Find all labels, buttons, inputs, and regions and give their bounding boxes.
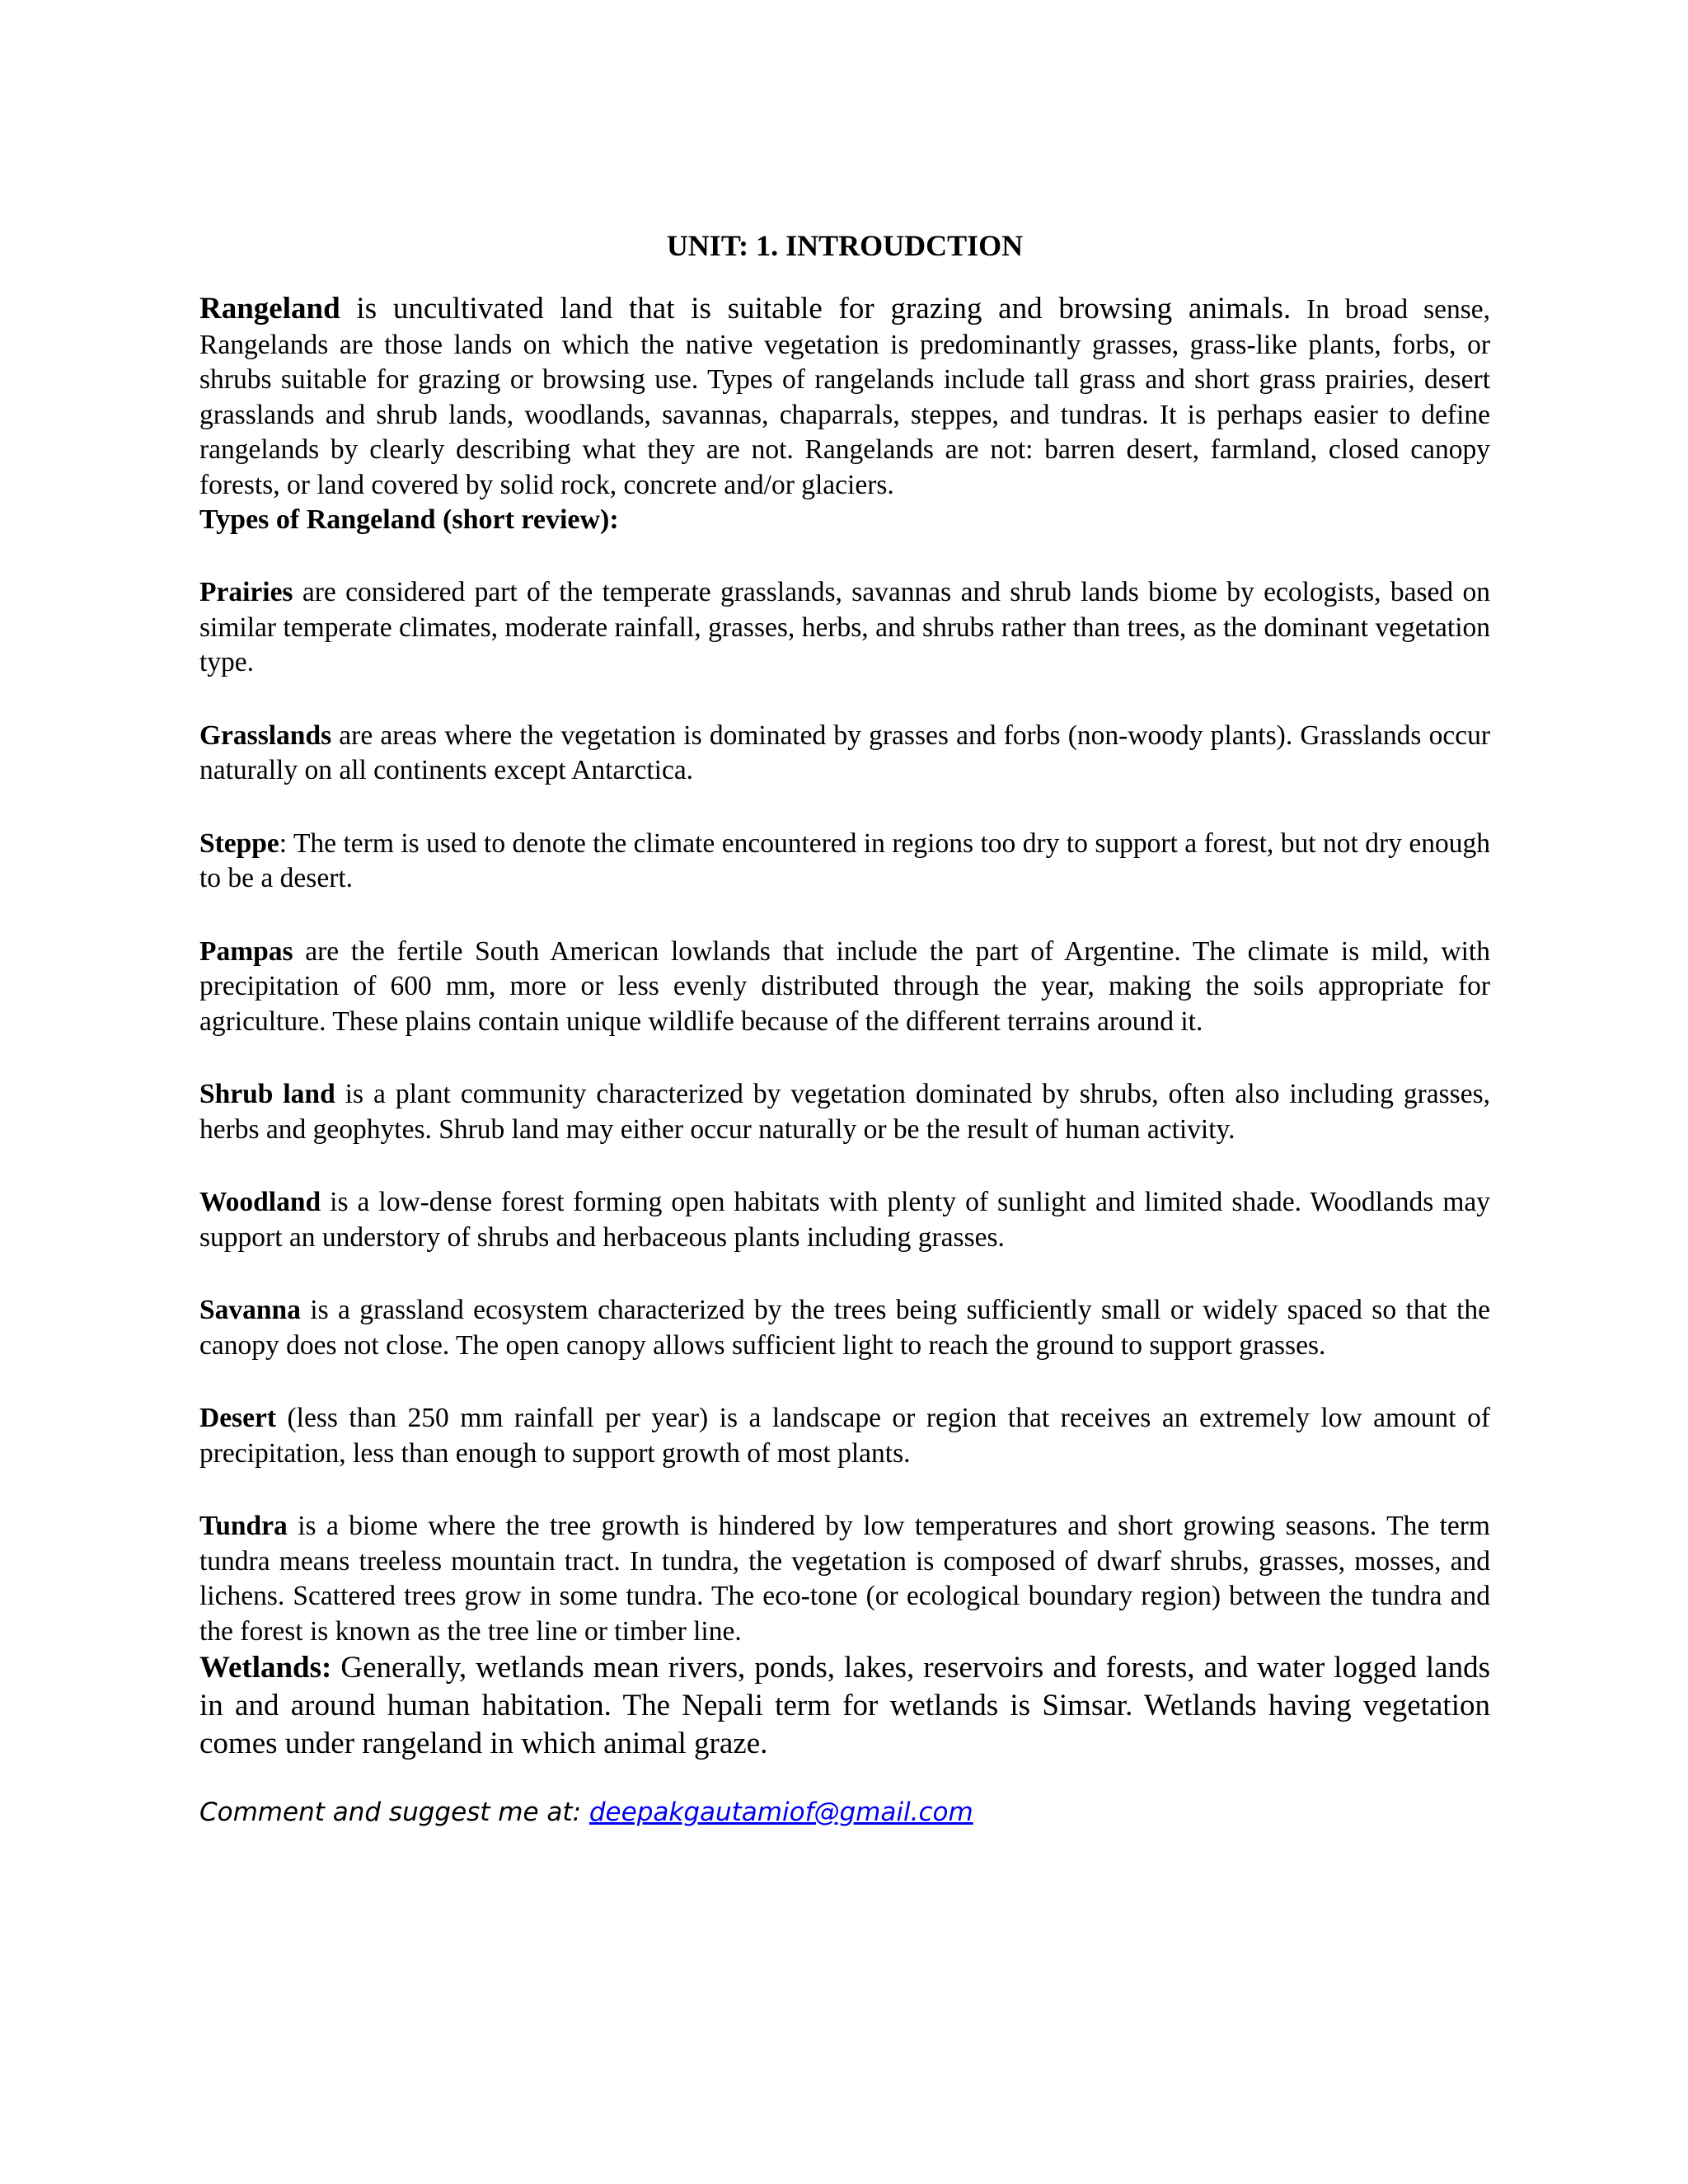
text-steppe: : The term is used to denote the climate encountered in regions too dry to support a forest, but not dry enough to be a desert. <box>199 827 1490 893</box>
text-tundra: is a biome where the tree growth is hindered by low temperatures and short growing seasons. The term tundra means treeless mountain tract. In tundra, the vegetation is composed of dwarf shrubs, grasses, mosses, and lichens. Scattered trees grow in some tundra. The eco-tone (or ecological boundary region) between the tundra and the forest is known as the tree line or timber line. <box>199 1511 1490 1647</box>
footer-prefix: Comment and suggest me at: <box>199 1797 589 1827</box>
types-heading: Types of Rangeland (short review): <box>199 504 619 535</box>
term-wetlands: Wetlands: <box>199 1651 332 1685</box>
intro-lead-text: is uncultivated land that is suitable for grazing and browsing animals. <box>340 292 1292 326</box>
text-woodland: is a low-dense forest forming open habitats with plenty of sunlight and limited shade. Woodlands may support an understory of shrubs and herbaceous plants including grasses. <box>199 1187 1490 1253</box>
text-grasslands: are areas where the vegetation is dominated by grasses and forbs (non-woody plants). Grasslands occur naturally on all continents except Antarctica. <box>199 719 1490 785</box>
paragraph-steppe <box>199 827 1490 897</box>
term-savanna: Savanna <box>199 1295 301 1325</box>
term-woodland: Woodland <box>199 1187 321 1217</box>
paragraph-prairies <box>199 575 1490 681</box>
term-desert: Desert <box>199 1403 276 1433</box>
text-savanna: is a grassland ecosystem characterized by the trees being sufficiently small or widely spaced so that the canopy does not close. The open canopy allows sufficient light to reach the ground to support grasses. <box>199 1295 1490 1361</box>
text-shrub-land: is a plant community characterized by vegetation dominated by shrubs, often also including grasses, herbs and geophytes. Shrub land may either occur naturally or be the result of human activity. <box>199 1079 1491 1145</box>
text-wetlands: Generally, wetlands mean rivers, ponds, lakes, reservoirs and forests, and water logged lands in and around human habitation. The Nepali term for wetlands is Simsar. Wetlands having vegetation comes under rangeland in which animal graze. <box>199 1651 1490 1760</box>
term-prairies: Prairies <box>199 577 293 607</box>
paragraph-savanna <box>199 1293 1490 1363</box>
text-pampas: are the fertile South American lowlands that include the part of Argentine. The climate is mild, with precipitation of 600 mm, more or less evenly distributed through the year, making the soils appropriate for agriculture. These plains contain unique wildlife because of the different terrains around it. <box>199 935 1490 1037</box>
page-title: UNIT: 1. INTROUDCTION <box>666 229 1024 262</box>
footer-comment <box>199 1796 1490 1829</box>
text-prairies: are considered part of the temperate grasslands, savannas and shrub lands biome by ecologists, based on similar temperate climates, moderate rainfall, grasses, herbs, and shrubs rather than trees, as the dominant vegetation type. <box>199 577 1490 677</box>
paragraph-shrub-land <box>199 1077 1490 1147</box>
term-grasslands: Grasslands <box>199 719 332 751</box>
intro-text: In broad sense, Rangelands are those lands on which the native vegetation is predominantly grasses, grass-like plants, forbs, or shrubs suitable for grazing or browsing use. Types of rangelands include tall grass and short grass prairies, desert grasslands and shrub lands, woodlands, savannas, chaparrals, steppes, and tundras. It is perhaps easier to define rangelands by clearly describing what they are not. Rangelands are not: barren desert, farmland, closed canopy forests, or land covered by solid rock, concrete and/or glaciers. <box>199 294 1491 500</box>
email-link[interactable]: deepakgautamiof@gmail.com <box>588 1797 973 1827</box>
term-shrub-land: Shrub land <box>199 1079 335 1109</box>
intro-term: Rangeland <box>199 292 340 326</box>
intro-paragraph <box>199 292 1490 503</box>
paragraph-wetlands <box>199 1649 1490 1763</box>
paragraph-woodland <box>199 1185 1490 1255</box>
term-pampas: Pampas <box>199 935 293 967</box>
paragraph-grasslands <box>199 719 1490 789</box>
paragraph-desert <box>199 1401 1490 1471</box>
document-page <box>199 227 1490 1829</box>
term-tundra: Tundra <box>199 1511 288 1541</box>
paragraph-pampas <box>199 935 1490 1040</box>
paragraph-tundra <box>199 1509 1490 1649</box>
term-steppe: Steppe <box>199 827 279 859</box>
text-desert: (less than 250 mm rainfall per year) is a landscape or region that receives an extremely low amount of precipitation, less than enough to support growth of most plants. <box>199 1403 1490 1469</box>
